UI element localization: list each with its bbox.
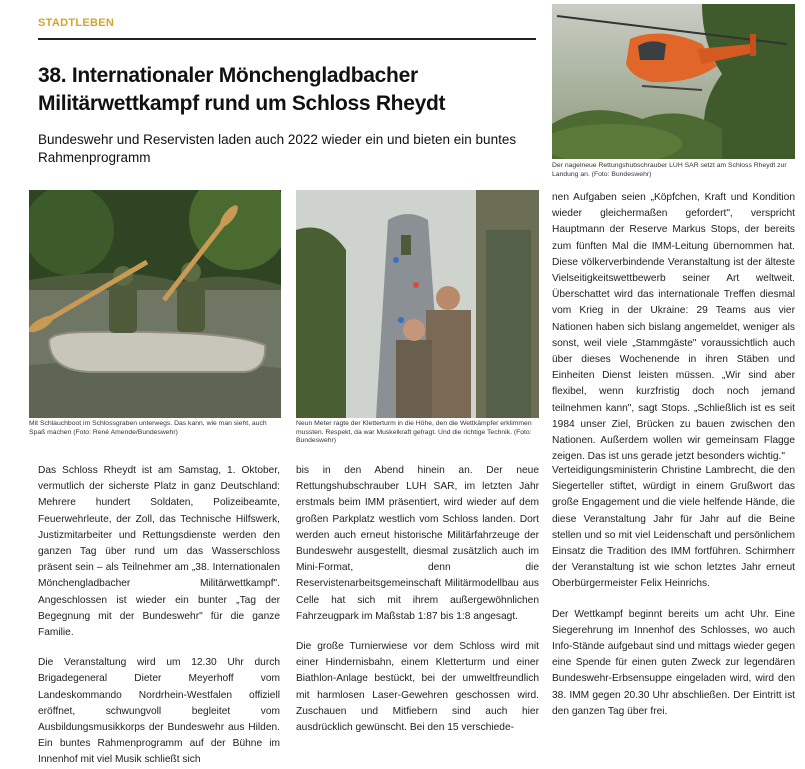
headline-line-2: Militärwettkampf rund um Schloss Rheydt (38, 92, 446, 115)
boat-photo (29, 190, 281, 418)
paragraph: nen Aufgaben seien „Köpfchen, Kraft und Kondition wieder gleichermaßen gefordert", verspricht Hauptmann der Reserve Markus Stops, der bereits zum fünften Mal die IMM-Leitung übernommen hat. Diese völkerverbindende Veranstaltung ist der älteste Vielseitigkeitswettbewerb seiner Art weltweit. Überschattet wird das internationale Treffen diesmal vom Krieg in der Ukraine: 29 Teams aus vier Nationen haben sich bislang angemeldet, weniger als sonst, weil viele „Stammgäste" voraussichtlich auch über dieses Wochenende in ihren Stäben und Einheiten Dienst leisten müssen. „Wir sind aber flexibel, wenn kurzfristig doch noch jemand teilnehmen kann", sagt Stops. „Schließlich ist es seit 1984 unser Ziel, Brücken zu bauen zwischen den Nationen. Außerdem wollen wir gemeinsam Flagge zeigen. Das ist uns gerade jetzt besonders wichtig." (552, 192, 795, 463)
paragraph: Verteidigungsministerin Christine Lambrecht, die den Siegerteller stiftet, würdigt in einem Grußwort das große Engagement und die viele helfende Hände, die diese Veranstaltung Jahr für Jahr auf die Beine stellen und so mit viel Leidenschaft und persönlichem Einsatz die Tradition des IMM fortführen. Schirmherr der Veranstaltung ist wie schon letztes Jahr erneut Oberbürgermeister Felix Heinrichs. (552, 465, 795, 590)
helicopter-caption: Der nagelneue Rettungshubschrauber LUH SAR setzt am Schloss Rheydt zur Landung an. (Foto: Bundeswehr) (552, 162, 787, 178)
subheadline: Bundeswehr und Reservisten laden auch 2022 wieder ein und bieten ein buntes Rahmenprogramm (38, 132, 517, 165)
header-rule (38, 38, 536, 40)
climbing-photo (296, 190, 539, 418)
climbing-caption: Neun Meter ragte der Kletterturm in die Höhe, den die Wettkämpfer erklimmen mussten. Respekt, da war Muskelkraft gefragt. Und die richtige Technik. (Foto: Bundeswehr) (296, 420, 532, 445)
column-3 (552, 463, 795, 720)
boat-caption: Mit Schlauchboot im Schlossgraben unterwegs. Das kann, wie man sieht, auch Spaß machen (Foto: René Amende/Bundeswehr) (29, 420, 267, 436)
paragraph: Die große Turnierwiese vor dem Schloss wird mit einer Hindernisbahn, einem Kletterturm und einer Biathlon-Anlage bestückt, bei der umweltfreundlich mit harmlosen Laser-Gewehren geschossen wird. Zuschauen und Mitfiebern sind auch hier ausdrücklich gewünscht. Bei den 15 verschiede- (296, 641, 539, 734)
headline (38, 62, 538, 118)
headline-line-1: 38. Internationaler Mönchengladbacher (38, 64, 418, 87)
column-2 (296, 463, 539, 736)
column-top-right (552, 190, 795, 465)
paragraph: Die Veranstaltung wird um 12.30 Uhr durch Brigadegeneral Dieter Meyerhoff vom Landeskommando Nordrhein-Westfalen offiziell eröffnet, schwungvoll begleitet vom Ausbildungsmusikkorps der Bundeswehr aus Hilden. Ein buntes Rahmenprogramm auf der Bühne im Innenhof mit viel Musik schließt sich (38, 657, 280, 766)
paragraph: Der Wettkampf beginnt bereits um acht Uhr. Eine Siegerehrung im Innenhof des Schlosses, wo auch Info-Stände aufgebaut sind und mittags wieder gegen eine Spende für einen guten Zweck zur legendären Bundeswehr-Erbsensuppe eingeladen wird, wird den 38. IMM gegen 20.30 Uhr abschließen. Der Eintritt ist den ganzen Tag über frei. (552, 608, 795, 717)
helicopter-photo (552, 4, 795, 159)
section-label: STADTLEBEN (38, 17, 115, 29)
column-1 (38, 463, 280, 769)
paragraph: Das Schloss Rheydt ist am Samstag, 1. Oktober, vermutlich der sicherste Platz in ganz Deutschland: Mehrere hundert Soldaten, Polizeibeamte, Feuerwehrleute, der Zoll, das Technische Hilfswerk, Justizmitarbeiter und Rettungsdienste werden den ganzen Tag über rund um das Wasserschloss präsent sein – als Teilnehmer am „38. Internationalen Mönchengladbacher Militärwettkampf". Angeschlossen ist wieder ein bunter „Tag der Begegnung mit der Bundeswehr" für die ganze Familie. (38, 465, 280, 639)
paragraph: bis in den Abend hinein an. Der neue Rettungshubschrauber LUH SAR, im letzten Jahr erstmals beim IMM präsentiert, wird wieder auf dem großen Parkplatz westlich vom Schloss landen. Dort werden auch erneut historische Militärfahrzeuge der Bundeswehr ausgestellt, diesmal zusätzlich auch im Mini-Format, denn die Reservistenarbeitsgemeinschaft Militärmodellbau aus Celle hat sich mit ihrem außergewöhnlichen Fahrzeugpark im Maßstab 1:87 bis 1:8 angesagt. (296, 465, 539, 622)
